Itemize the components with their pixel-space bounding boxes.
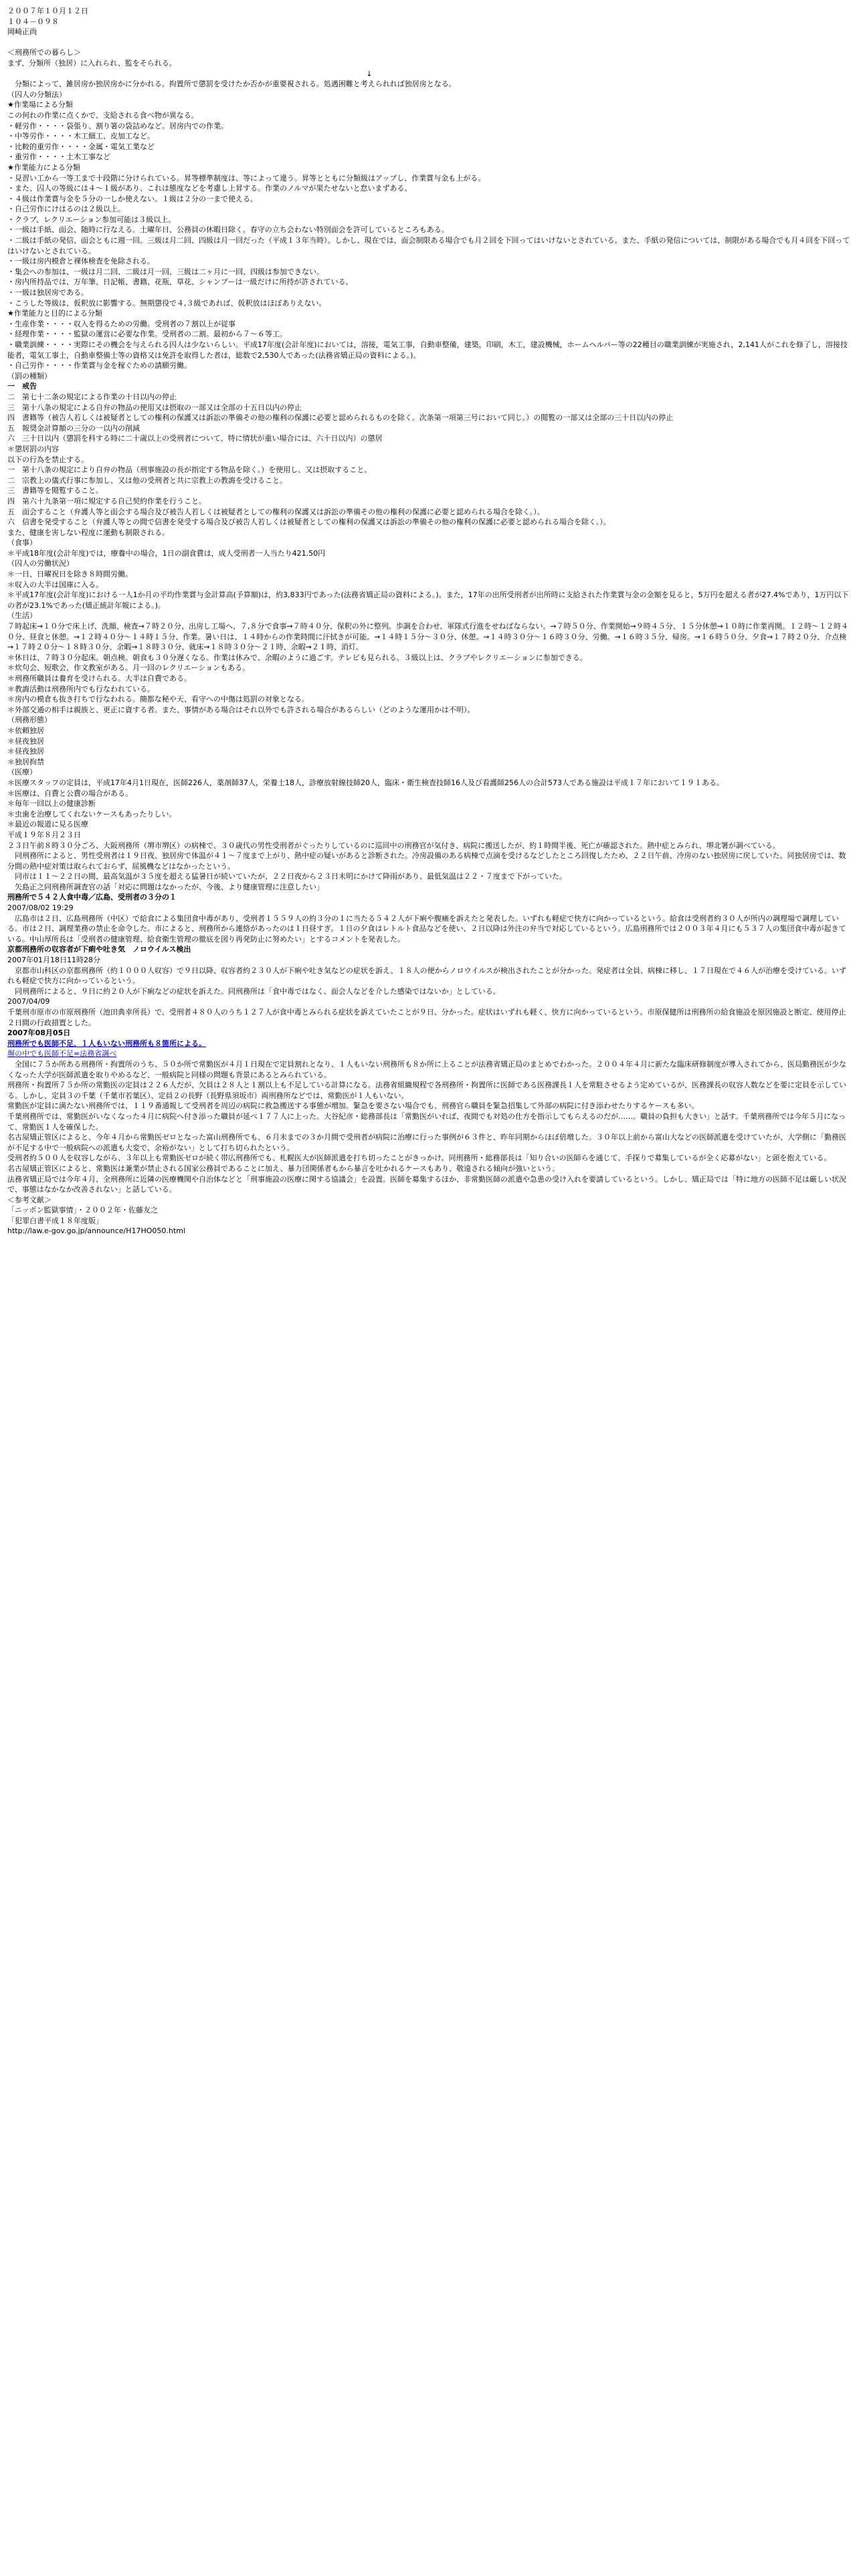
text-line: ＊懲居罰の内容 <box>7 444 59 453</box>
text-line: 以下の行為を禁止する。 <box>7 455 88 464</box>
text-line: 一 第十八条の規定により自弁の物品（刑事施設の長が指定する物品を除く。）を使用し、又は摂取すること。 <box>7 465 372 475</box>
text-line <box>7 37 852 48</box>
text-line: ・生産作業・・・・収入を得るための労働。受刑者の７割以上が従事 <box>7 319 235 328</box>
document-author: 岡崎正尚 <box>7 27 37 37</box>
text-line: ・見習い工から一等工まで十段階に分けられている。昇等標準制度は、等によって違う。昇等とともに分類級はアップし、作業賞与金も上がる。 <box>7 173 486 183</box>
document-number: １０４－０９８ <box>7 17 59 26</box>
text-line: 千葉刑務所では、常勤医がいなくなった４月に病院へ付き添った職員が延べ１７７人に上った。大谷紀彦・総務部長は「常勤医がいれば、夜間でも対処の仕方を指示してもらえるのだが……。職員の負担も大きい」と話す。千葉刑務所では今年５月になって、常勤医１人を確保した。 <box>7 1111 846 1132</box>
text-line: ・比較的重労作・・・・金属・電気工業など <box>7 142 155 151</box>
text-line: 2007/04/09 <box>7 997 50 1006</box>
text-line: 広島市は２日、広島刑務所（中区）で給食による集団食中毒があり、受刑者１５５９人の約３分の１に当たる５４２人が下痢や腹痛を訴えたと発表した。いずれも軽症で快方に向かっているという。給食は受刑者約３０人が所内の調理場で調理している。市は２日、調理業務の禁止を命令した。市によると、刑務所から連絡があったのは１日昼すぎ。１日の夕食はレトルト食品などを使い、２日以降は外注の弁当で対応しているという。広島刑務所では２００３年４月にも５３７人の集団食中毒が起きている。中山厚所長は「受刑者の健康管理、給食衛生管理の徹底を図り再発防止に努めたい」とするコメントを発表した。 <box>7 914 846 944</box>
text-line: また、健康を害しない程度に運動も制限される。 <box>7 528 169 537</box>
text-line: 五 報奨金計算額の三分の一以内の削減 <box>7 423 140 433</box>
text-line: （罰の種類） <box>7 371 52 381</box>
text-line: 三 第十八条の規定による自弁の物品の使用又は摂取の一部又は全部の十五日以内の停止 <box>7 403 302 412</box>
text-line: 分類によって、雑居房か独居房かに分かれる。拘置所で懲罰を受けたか否かが重要視される。処遇困難と考えられれば独居房となる。 <box>7 80 456 89</box>
section-heading: 一 戒告 <box>7 382 37 391</box>
section-heading: 刑務所で５４２人食中毒／広島、受刑者の３分の１ <box>7 893 177 902</box>
text-line: ・職業訓練・・・・実際にその機会を与えられる囚人は少ないらしい。平成17年度(会計年度)においては，溶接，電気工事，自動車整備，建築，印刷，木工，建設機械，ホームヘルパー等の22種目の職業訓練が実施され，2,141人がこれを修了し，溶接技能者，電気工事士，自動車整備士等の資格又は免許を取得した者は，総数で2,530人であった(法務省矯正局の資料による。)。 <box>7 340 848 360</box>
text-line: ＊一日、日曜祝日を除き８時間労働。 <box>7 570 132 579</box>
text-line: 受刑者約５００人を収容しながら、３年以上も常勤医ゼロが続く帯広刑務所でも、札幌医大が医師派遣を打ち切ったことがきっかけ。同刑務所・総務部長は「知り合いの医師らを通じて、手探りで募集しているが全く応募がない」と頭を抱えている。 <box>7 1154 832 1163</box>
text-line: ・一級は独居房である。 <box>7 288 88 298</box>
text-line: ・一級は手紙、面会、随時に行なえる。土曜年日、公務員の休暇日除く。春守の立ち会わない特別面会を許可しているところもある。 <box>7 225 449 235</box>
text-line: 二 宗教上の儀式行事に参加し、又は他の受刑者と共に宗教上の教誨を受けること。 <box>7 475 287 485</box>
text-line: 矢島正之同刑務所調査官の話「対応に問題はなかったが、今後、より健康管理に注意したい」 <box>7 882 324 891</box>
text-line: ２３日午前８時３０分ごろ、大阪刑務所（堺市堺区）の病棟で、３０歳代の男性受刑者がぐったりしているのに巡回中の刑務官が気付き、病院に搬送したが、約１時間半後、死亡が確認された。熱中症とみられ、堺北署が調べている。 <box>7 841 780 850</box>
text-line: ＊独居拘禁 <box>7 757 44 766</box>
text-line: ＊平成17年度(会計年度)における一人1か月の平均作業賞与金計算高(予算額)は，約3,833円であった(法務省矯正局の資料による。)。また，17年の出所受刑者が出所時に支給された作業賞与金の金額を見ると，5万円を超える者が27.4%であり，1万円以下の者が23.1%であった(矯正統計年報による。)。 <box>7 591 849 610</box>
text-line: ＊刑務所職員は養育を受けられる。大半は自費である。 <box>7 674 191 683</box>
text-line: ↓ <box>366 69 373 78</box>
text-line: ＊医療スタッフの定員は，平成17年4月1日現在，医師226人，薬剤師37人，栄養士18人，診療放射線技師20人，臨床・衛生検査技師16人及び看護師256人の合計573人である施設は平成１７年において１９１ある。 <box>7 778 724 787</box>
text-line: ★作業能力による分類 <box>7 163 80 172</box>
text-line: ・集会への参加は、一級は月二回、二級は月一回、三級は二ヶ月に一回、四級は参加できない。 <box>7 267 324 276</box>
text-line: 平成１９年８月２３日 <box>7 830 81 839</box>
text-line: ＜刑務所での暮らし＞ <box>7 48 81 58</box>
text-line: （刑務形態） <box>7 716 52 725</box>
text-line: 「ニッポン監獄事情」・２００２年・佐藤友之 <box>7 1206 159 1215</box>
text-line: ★作業場による分類 <box>7 100 73 110</box>
section-heading: 2007年08月05日 <box>7 1029 71 1038</box>
text-line: ＊毎年一回以上の健康診断 <box>7 799 96 809</box>
text-line: 六 三十日以内（懲罰を科する時に二十歳以上の受刑者について、特に情状が重い場合には、六十日以内）の懲居 <box>7 434 383 443</box>
text-line: ★作業能力と目的による分類 <box>7 309 102 318</box>
section-heading: 京都刑務所の収容者が下痢や吐き気 ノロウイルス検出 <box>7 945 191 954</box>
text-line: 法務省矯正局では今年４月、全刑務所に近隣の医療機関や自治体などと「刑事施設の医療に関する協議会」を設置。医師を募集するほか、非常勤医師の派遣や急患の受け入れを要請しているという。しかし、矯正局では「特に地方の医師不足は厳しい状況で、事態はなかなか改善されない」と話している。 <box>7 1174 846 1194</box>
text-line: 2007/08/02 19:29 <box>7 903 74 913</box>
text-line: 千葉刑市原市の市原刑務所（池田典幸所長）で、受刑者４８０人のうち１２７人が食中毒とみられる症状を訴えていたことが９日、分かった。症状はいずれも軽く、快方に向かっているという。市原保健所は刑務所の給食施設を原因施設と断定、使用停止２日間の行政措置とした。 <box>7 1008 846 1027</box>
text-line: ＊収入の大半は国庫に入る。 <box>7 580 103 589</box>
text-line: ＊依頼独居 <box>7 726 44 735</box>
text-line: 同刑務所によると、９日に約２０人が下痢などの症状を訴えた。同刑務所は「食中毒ではなく、面会人などを介した感染ではないか」としている。 <box>7 986 500 996</box>
text-line: ・軽労作・・・・袋張り、割り箸の袋詰めなど。居房内での作業。 <box>7 121 228 130</box>
text-line: 三 書籍等を閲覧すること。 <box>7 486 103 496</box>
text-line: 常勤医が定員に満たない刑務所では、１１９番通報して受刑者を周辺の病院に救急搬送する事態が増加。緊急を要さない場合でも、刑務官ら職員を緊急招集して外部の病院に付き添わせたりするケースも多い。 <box>7 1101 699 1111</box>
text-line: 二 第七十二条の規定による作業の十日以内の停止 <box>7 392 177 401</box>
text-line: 四 書籍等（被告人若しくは被疑者としての権利の保護又は訴訟の準備その他の権利の保護に必要と認められるものを除く。次条第一項第三号において同じ。）の閲覧の一部又は全部の三十日以内の停止 <box>7 413 674 423</box>
text-line: http://law.e-gov.go.jp/announce/H17HO050.html <box>7 1226 185 1236</box>
text-line: （囚人の労働状況） <box>7 559 74 568</box>
article-link[interactable]: 塀の中でも医師不足=法務省調べ <box>7 1049 117 1059</box>
text-line: ＊休日は、７時３０分起床。朝点検。朝食も３０分遅くなる。作業は休みで、余暇のように過ごす。テレビも見られる。３級以上は、クラブやレクリエーションに参加できる。 <box>7 653 587 662</box>
text-line: ＊医療は、自費と公費の場合がある。 <box>7 788 132 798</box>
text-line: 「犯罪白書平成１８年度版」 <box>7 1216 103 1225</box>
text-line: 五 面会すること（弁護人等と面会する場合及び被告人若しくは被疑者としての権利の保護又は訴訟の準備その他の権利の保護に必要と認められる場合を除く。）。 <box>7 507 545 516</box>
text-line: ＊房内の模倉も抜き打ちで行なわれる。簡都な秘や天、看守への中傷は処罰の対象となる。 <box>7 695 309 704</box>
text-line: ・重労作・・・・土木工事など <box>7 152 110 162</box>
text-line: ＜参考文献＞ <box>7 1195 52 1204</box>
text-line: ＊昼夜独居 <box>7 747 44 756</box>
text-line: ・経理作業・・・・監獄の運営に必要な作業。受刑者の二割。最初から７～６等工。 <box>7 330 287 339</box>
text-line: ・クラブ、レクリエーション参加可能は３級以上。 <box>7 215 176 224</box>
text-line: 名古屋矯正管区によると、常勤医は兼業が禁止される国家公務員であることに加え、暴力団関係者もから暴言を吐かれるケースもあり、敬遠される傾向が強いという。 <box>7 1164 560 1173</box>
text-line: 同刑務所によると、男性受刑者は１９日夜、独居房で体温が４１～７度まで上がり、熱中症の疑いがあると診断された。冷房設備のある病棟で点滴を受けるなどしたところ回復したため、２２日午前、冷房のない独居房に戻していた。同独居房では、数分間の熱中症対策は取られておらず、屈風機などはなかったという。 <box>7 851 846 871</box>
text-line: （生活） <box>7 611 37 621</box>
text-line: まず、分類所（独居）に入れられ、監をそられる。 <box>7 58 177 68</box>
text-line: ７時起床→１０分で床上げ、洗顔、検査→７時２０分、出房し工場へ、７,８分で食事→７時４０分、保釈の外に整列。歩調を合わせ、軍隊式行進をせねばならない。→７時５０分、作業開始→９時４５分、１５分休憩→１０時に作業再開。１２時～１２時４０分、昼食と休憩。→１２時４０分～１４時１５分、作業。暑い日は、１４時からの作業時間に汗拭きが可能。→１４時１５分～３０分、休憩。→１４時３０分～１６時３０分、労働。→１６時３５分、帰房。→１６時５０分、夕食→１７時２０分、介点検→１７時２０分～１８時３０分、余暇→１８時３０分、就床→１８時３０分～２１時、余暇→２１時、消灯。 <box>7 622 849 652</box>
text-line: ＊炊句会、短歌会、作文教室がある。月一回のレクリエーションもある。 <box>7 663 250 673</box>
text-line: ・４級は作業賞与金を５分の一しか使えない。１級は２分の一まで使える。 <box>7 194 258 203</box>
text-line: （医療） <box>7 768 37 777</box>
document-date: ２００７年１０月１２日 <box>7 7 88 15</box>
text-line: （囚人の分類法） <box>7 90 66 99</box>
text-line: 六 信書を発受すること（弁護人等との間で信書を発受する場合及び被告人若しくは被疑者としての権利の保護又は訴訟の準備その他の権利の保護に必要と認められる場合を除く。）。 <box>7 518 611 527</box>
document-body <box>7 6 852 1237</box>
text-line: ＊虫歯を治療してくれないケースもあったりしい。 <box>7 809 177 819</box>
link-line <box>7 1049 852 1059</box>
text-line: ・中等労作・・・・木工細工、皮加工など。 <box>7 132 155 141</box>
text-line: 京都市山科区の京都刑務所（約１０００人収容）で９日以降、収容者約２３０人が下痢や吐き気などの症状を訴え、１８人の便からノロウイルスが検出されたことが分かった。発症者は全員、病棟に移し、１７日現在で４６人が治療を受けている。いずれも軽症で快方に向かっているという。 <box>7 966 846 986</box>
text-line: ＊外部交通の相手は親族と、更正に資する者。また、事情がある場合はそれ以外でも許される場合があるらしい（どのような運用かは不明）。 <box>7 705 475 714</box>
text-line: ・自己労作・・・・作業賞与金を稼ぐための請願労働。 <box>7 361 191 370</box>
text-line: 名古屋矯正管区によると、今年４月から常勤医ゼロとなった富山刑務所でも、６月末までの３か月間で受刑者が病院に治療に行った事例が６３件と、昨年同期からほぼ倍増した。３０年以上前から富山大などの医師派遣を受けていたが、大学側に「勤務医が不足する中で一般病院への派遣も大変で、余裕がない」として打ち切られたという。 <box>7 1133 846 1152</box>
text-line: ＊昼夜独居 <box>7 736 44 746</box>
text-line: ・二級は手紙の発信、面会ともに週一回。三級は月二回、四級は月一回だった（平成１３年当時）。しかし、現在では、面会制限ある場合でも月２回を下回ってはいけないとされている。また、手紙の発信については、制限がある場合でも月４回を下回ってはいけないとされている。 <box>7 236 850 255</box>
document-content <box>7 37 852 1237</box>
text-line: 刑務所・拘置所７５か所の常勤医の定員は２２６人だが、欠員は２８人と１割以上も不足している計算になる。法務省組織規程で各刑務所・拘置所に医師である医務課長１人を常駐させるよう定めているが、医務課長の収容人数などを要に定員を示している。しかし、定員３の千葉（千葉市若葉区）、定員２の長野（長野県須坂市）両刑務所などでは、常勤医が１人もいない。 <box>7 1081 846 1100</box>
text-line: ・房内所持品では、万年筆、日記帳、書籍、花瓶、草花、シャンプーは一級だけに所持が許されている。 <box>7 278 353 287</box>
link-line <box>7 1039 852 1049</box>
text-line: ＊平成18年度(会計年度)では，療養中の場合，1日の副食費は，成人受刑者一人当たり421.50円 <box>7 548 326 558</box>
text-line: この何れの作業に点くかで、支給される食べ物が異なる。 <box>7 110 199 120</box>
text-line: ・自己労作にけはるのは２級以上。 <box>7 205 125 214</box>
text-line: ・こうした等級は、仮釈放に影響する。無期懲役で４,３級であれば、仮釈放はほぼありえない。 <box>7 298 326 308</box>
article-link[interactable]: 刑務所でも医師不足、１人もいない刑務所も８箇所による。 <box>7 1039 206 1048</box>
text-line: ・また、囚人の等級には４～１級があり、これは態度などを考慮し上昇する。作業のノルマが果たせないと怠いまずある。 <box>7 184 412 193</box>
text-line: 同市は１１～２２日の間、最高気温が３５度を超える猛暑日が続いていたが、２２日夜から２３日未明にかけて降雨があり、最低気温は２２・７度まで下がっていた。 <box>7 872 567 881</box>
text-line: 全国に７５か所ある刑務所・拘置所のうち、５０か所で常勤医が４月１日現在で定員割れとなり、１人もいない刑務所も８か所に上ることが法務省矯正局のまとめでわかった。２００４年４月に新たな臨床研修制度が導入されてから、医局勤務医が少なくなった大学が医師派遣を取りやめるなど、一般病院と同様の問題も背景にあるとみられている。 <box>7 1059 846 1079</box>
text-line: 2007年01月18日11時28分 <box>7 956 100 965</box>
text-line: ＊最近の報道に見る医療 <box>7 820 88 829</box>
text-line: ＊教誨活動は刑務所内でも行なわれている。 <box>7 684 155 693</box>
text-line: 四 第六十九条第一項に規定する自己契約作業を行うこと。 <box>7 496 206 506</box>
text-line: （食事） <box>7 538 37 548</box>
text-line: ・一級は房内模倉と裸体検査を免除される。 <box>7 257 155 266</box>
